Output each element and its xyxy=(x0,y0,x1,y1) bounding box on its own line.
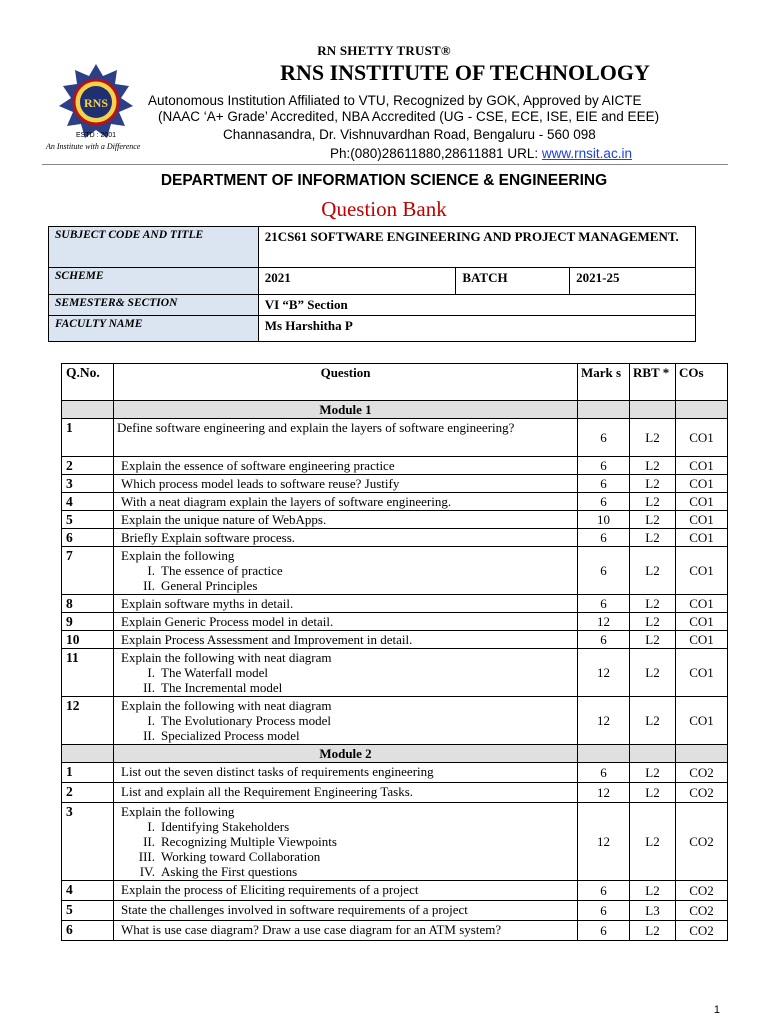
question-rbt: L2 xyxy=(630,457,676,475)
question-number: 6 xyxy=(62,921,114,941)
question-number: 4 xyxy=(62,881,114,901)
question-text: Explain the unique nature of WebApps. xyxy=(114,511,578,529)
question-marks: 10 xyxy=(578,511,630,529)
question-rbt: L2 xyxy=(630,649,676,697)
question-text: Explain software myths in detail. xyxy=(114,595,578,613)
affiliation-line: Autonomous Institution Affiliated to VTU, Recognized by GOK, Approved by AICTE xyxy=(148,93,642,108)
question-co: CO2 xyxy=(676,803,728,881)
question-co: CO2 xyxy=(676,881,728,901)
question-rbt: L2 xyxy=(630,547,676,595)
contact-line xyxy=(330,146,632,161)
header-cos: COs xyxy=(676,364,728,401)
question-marks: 6 xyxy=(578,901,630,921)
question-co: CO1 xyxy=(676,419,728,457)
question-marks: 12 xyxy=(578,649,630,697)
question-marks: 6 xyxy=(578,881,630,901)
question-rbt: L2 xyxy=(630,803,676,881)
question-co: CO1 xyxy=(676,595,728,613)
question-row xyxy=(62,419,728,457)
question-row xyxy=(62,529,728,547)
sub-question: III. Working toward Collaboration xyxy=(138,849,321,864)
question-text: Explain the following with neat diagram I. The Waterfall model II. The Incremental model xyxy=(114,649,578,697)
sub-question: IV. Asking the First questions xyxy=(139,864,298,879)
question-text: With a neat diagram explain the layers of software engineering. xyxy=(114,493,578,511)
question-rbt: L2 xyxy=(630,631,676,649)
question-rbt: L2 xyxy=(630,419,676,457)
question-rbt: L2 xyxy=(630,697,676,745)
question-co: CO1 xyxy=(676,529,728,547)
question-number: 2 xyxy=(62,457,114,475)
question-co: CO1 xyxy=(676,631,728,649)
module-1-row xyxy=(62,401,728,419)
question-rbt: L2 xyxy=(630,493,676,511)
question-row xyxy=(62,649,728,697)
question-row xyxy=(62,613,728,631)
header-rbt: RBT * xyxy=(630,364,676,401)
question-number: 9 xyxy=(62,613,114,631)
question-rbt: L2 xyxy=(630,595,676,613)
question-row xyxy=(62,697,728,745)
question-marks: 6 xyxy=(578,921,630,941)
address-line: Channasandra, Dr. Vishnuvardhan Road, Bengaluru - 560 098 xyxy=(223,127,596,142)
question-text: What is use case diagram? Draw a use case diagram for an ATM system? xyxy=(114,921,578,941)
question-text: Explain the process of Eliciting requirements of a project xyxy=(114,881,578,901)
question-rbt: L2 xyxy=(630,921,676,941)
question-marks: 6 xyxy=(578,595,630,613)
question-row xyxy=(62,803,728,881)
question-marks: 12 xyxy=(578,803,630,881)
question-marks: 12 xyxy=(578,613,630,631)
question-number: 5 xyxy=(62,901,114,921)
question-number: 11 xyxy=(62,649,114,697)
question-rbt: L2 xyxy=(630,763,676,783)
header-question: Question xyxy=(114,364,578,401)
batch-label: BATCH xyxy=(456,268,570,295)
sub-question: II. The Incremental model xyxy=(143,680,283,695)
question-co: CO1 xyxy=(676,613,728,631)
question-row xyxy=(62,783,728,803)
question-marks: 6 xyxy=(578,419,630,457)
sub-question: II. General Principles xyxy=(143,578,258,593)
question-marks: 12 xyxy=(578,697,630,745)
question-text: Explain Generic Process model in detail. xyxy=(114,613,578,631)
question-co: CO1 xyxy=(676,457,728,475)
question-rbt: L2 xyxy=(630,475,676,493)
question-text: Define software engineering and explain the layers of software engineering? xyxy=(114,419,578,457)
course-info-table xyxy=(48,226,696,342)
question-text: Briefly Explain software process. xyxy=(114,529,578,547)
header-marks: Mark s xyxy=(578,364,630,401)
header-qno: Q.No. xyxy=(62,364,114,401)
question-number: 7 xyxy=(62,547,114,595)
question-number: 6 xyxy=(62,529,114,547)
sub-question: II. Recognizing Multiple Viewpoints xyxy=(143,834,337,849)
question-marks: 6 xyxy=(578,763,630,783)
question-co: CO2 xyxy=(676,921,728,941)
question-row xyxy=(62,921,728,941)
question-text: List out the seven distinct tasks of requirements engineering xyxy=(114,763,578,783)
question-number: 10 xyxy=(62,631,114,649)
module-2-row xyxy=(62,745,728,763)
logo-text: RNS xyxy=(83,96,109,110)
question-co: CO1 xyxy=(676,493,728,511)
trust-name: RN SHETTY TRUST® xyxy=(317,43,451,58)
question-number: 5 xyxy=(62,511,114,529)
website-link[interactable]: www.rnsit.ac.in xyxy=(541,146,632,161)
estd-label: ESTD : 2001 xyxy=(76,132,117,139)
question-number: 4 xyxy=(62,493,114,511)
question-number: 3 xyxy=(62,803,114,881)
question-row xyxy=(62,511,728,529)
scheme-value: 2021 xyxy=(258,268,456,295)
batch-value: 2021-25 xyxy=(570,268,696,295)
semester-label: SEMESTER& SECTION xyxy=(49,295,259,316)
question-row xyxy=(62,475,728,493)
question-number: 1 xyxy=(62,763,114,783)
question-number: 3 xyxy=(62,475,114,493)
sub-question: II. Specialized Process model xyxy=(143,728,300,743)
faculty-value: Ms Harshitha P xyxy=(258,316,695,342)
question-marks: 6 xyxy=(578,493,630,511)
question-marks: 6 xyxy=(578,631,630,649)
question-number: 12 xyxy=(62,697,114,745)
question-rbt: L2 xyxy=(630,783,676,803)
question-text: Explain the following I. Identifying Stakeholders II. Recognizing Multiple Viewpoints III. Working toward Collaboration IV. Asking the First questions xyxy=(114,803,578,881)
question-marks: 6 xyxy=(578,547,630,595)
question-text: State the challenges involved in software requirements of a project xyxy=(114,901,578,921)
sub-question: I. Identifying Stakeholders xyxy=(147,819,290,834)
question-rbt: L2 xyxy=(630,613,676,631)
question-table xyxy=(61,363,728,941)
tagline: An Institute with a Difference xyxy=(46,142,141,151)
subject-value: 21CS61 SOFTWARE ENGINEERING AND PROJECT MANAGEMENT. xyxy=(258,227,695,268)
subject-label: SUBJECT CODE AND TITLE xyxy=(49,227,259,268)
question-co: CO1 xyxy=(676,697,728,745)
question-row xyxy=(62,547,728,595)
question-co: CO2 xyxy=(676,763,728,783)
document-title: Question Bank xyxy=(321,197,447,221)
accreditation-line: (NAAC ‘A+ Grade’ Accredited, NBA Accredited (UG - CSE, ECE, ISE, EIE and EEE) xyxy=(158,109,660,124)
faculty-label: FACULTY NAME xyxy=(49,316,259,342)
question-marks: 6 xyxy=(578,457,630,475)
question-number: 2 xyxy=(62,783,114,803)
module-title: Module 2 xyxy=(114,745,578,763)
question-text: Explain the following with neat diagram I. The Evolutionary Process model II. Specialized Process model xyxy=(114,697,578,745)
sub-question: I. The Waterfall model xyxy=(147,665,269,680)
question-rbt: L2 xyxy=(630,511,676,529)
question-co: CO2 xyxy=(676,783,728,803)
question-co: CO2 xyxy=(676,901,728,921)
question-co: CO1 xyxy=(676,511,728,529)
question-marks: 6 xyxy=(578,475,630,493)
sub-question: I. The essence of practice xyxy=(147,563,283,578)
question-number: 1 xyxy=(62,419,114,457)
department-title: DEPARTMENT OF INFORMATION SCIENCE & ENGINEERING xyxy=(160,172,608,189)
scheme-label: SCHEME xyxy=(49,268,259,295)
sub-question: I. The Evolutionary Process model xyxy=(147,713,332,728)
question-text: Explain the following I. The essence of practice II. General Principles xyxy=(114,547,578,595)
question-row xyxy=(62,457,728,475)
question-row xyxy=(62,631,728,649)
question-row xyxy=(62,881,728,901)
question-co: CO1 xyxy=(676,475,728,493)
question-co: CO1 xyxy=(676,547,728,595)
question-row xyxy=(62,595,728,613)
question-rbt: L2 xyxy=(630,529,676,547)
question-row xyxy=(62,901,728,921)
page-number: 1 xyxy=(713,1004,720,1016)
semester-value: VI “B” Section xyxy=(258,295,695,316)
question-text: Explain Process Assessment and Improvement in detail. xyxy=(114,631,578,649)
module-title: Module 1 xyxy=(114,401,578,419)
question-text: List and explain all the Requirement Engineering Tasks. xyxy=(114,783,578,803)
question-co: CO1 xyxy=(676,649,728,697)
question-text: Explain the essence of software engineering practice xyxy=(114,457,578,475)
question-rbt: L2 xyxy=(630,881,676,901)
phone-text: Ph:(080)28611880,28611881 URL: xyxy=(330,146,542,161)
question-text: Which process model leads to software reuse? Justify xyxy=(114,475,578,493)
table-header-row xyxy=(62,364,728,401)
question-marks: 6 xyxy=(578,529,630,547)
institute-name: RNS INSTITUTE OF TECHNOLOGY xyxy=(280,60,650,85)
question-rbt: L3 xyxy=(630,901,676,921)
header-divider xyxy=(42,164,728,165)
question-row xyxy=(62,763,728,783)
question-number: 8 xyxy=(62,595,114,613)
question-row xyxy=(62,493,728,511)
question-marks: 12 xyxy=(578,783,630,803)
